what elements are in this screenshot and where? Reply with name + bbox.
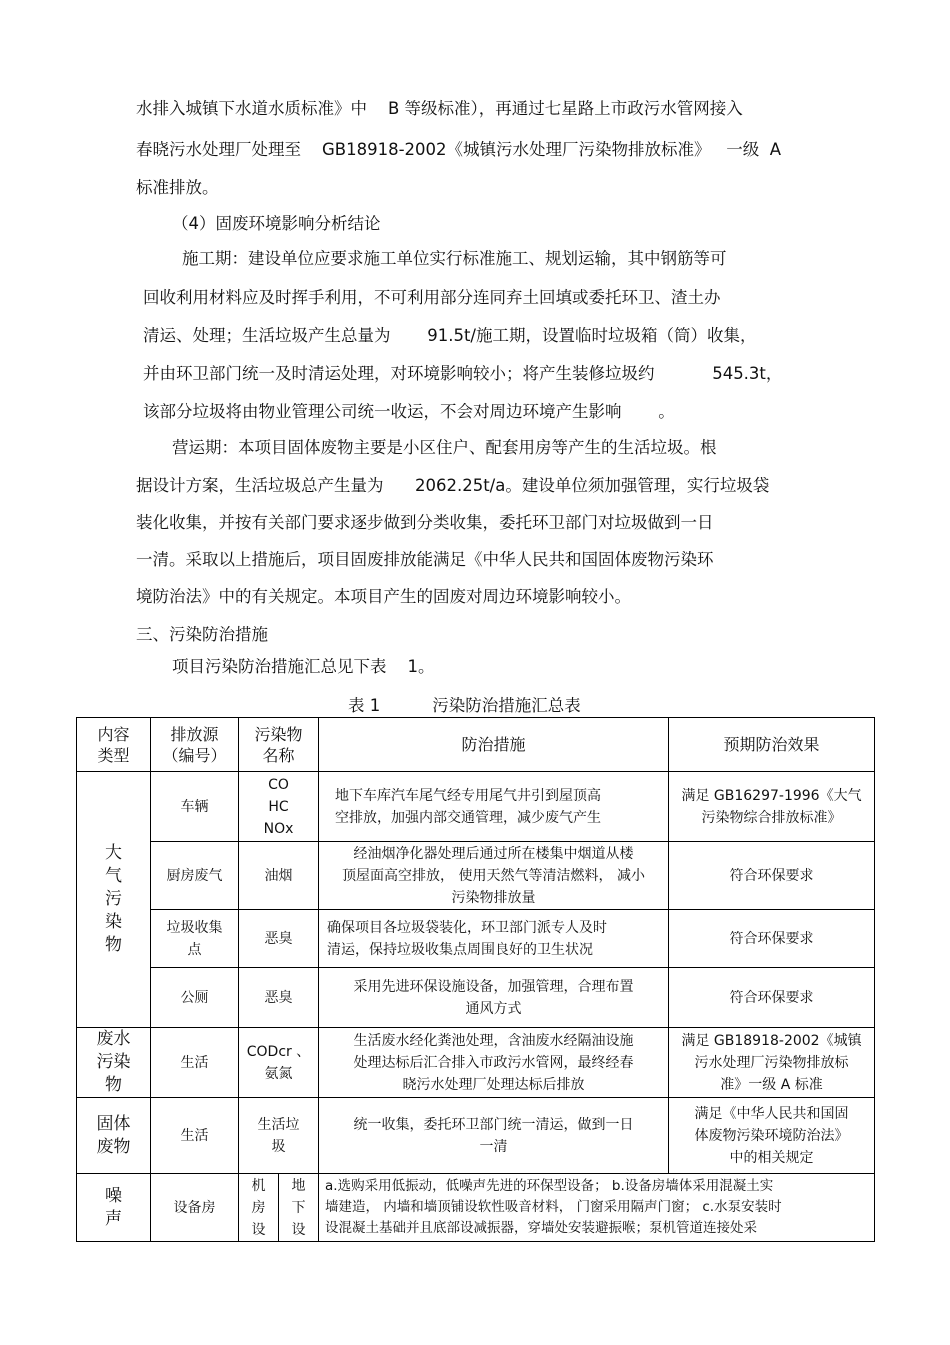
measures-cell: 统一收集，委托环卫部门统一清运，做到一日 一清 bbox=[319, 1098, 669, 1174]
text-line: 回收利用材料应及时挥手利用，不可利用部分连同弃土回填或委托环卫、渣土办 bbox=[143, 288, 721, 307]
pollutant-cell-a: 机 房 设 bbox=[239, 1174, 279, 1242]
pollutant-cell: 恶臭 bbox=[239, 968, 319, 1028]
text-line: 并由环卫部门统一及时清运处理，对环境影响较小；将产生装修垃圾约 545.3t， bbox=[143, 364, 783, 383]
source-cell: 设备房 bbox=[151, 1174, 239, 1242]
header-source: 排放源 （编号） bbox=[151, 718, 239, 772]
table-title: 污染防治措施汇总表 bbox=[432, 696, 581, 715]
text-line: 清运、处理；生活垃圾产生总量为 91.5t/施工期，设置临时垃圾箱（筒）收集， bbox=[143, 326, 757, 345]
text-line: 境防治法》中的有关规定。本项目产生的固废对周边环境影响较小。 bbox=[136, 587, 631, 606]
effect-cell: 符合环保要求 bbox=[669, 968, 875, 1028]
text-line: 施工期：建设单位应要求施工单位实行标准施工、规划运输，其中钢筋等可 bbox=[182, 249, 727, 268]
pollutant-cell: 恶臭 bbox=[239, 910, 319, 968]
measures-cell: 确保项目各垃圾袋装化，环卫部门派专人及时 清运，保持垃圾收集点周围良好的卫生状况 bbox=[319, 910, 669, 968]
category-noise: 噪 声 bbox=[77, 1174, 151, 1242]
measures-cell: 地下车库汽车尾气经专用尾气井引到屋顶高 空排放，加强内部交通管理，减少废气产生 bbox=[319, 772, 669, 842]
measures-cell: 经油烟净化器处理后通过所在楼集中烟道从楼 顶屋面高空排放， 使用天然气等清洁燃料， 减小 污染物排放量 bbox=[319, 842, 669, 910]
source-cell: 生活 bbox=[151, 1028, 239, 1098]
text-line: 装化收集，并按有关部门要求逐步做到分类收集，委托环卫部门对垃圾做到一日 bbox=[136, 513, 714, 532]
text-line: 营运期：本项目固体废物主要是小区住户、配套用房等产生的生活垃圾。根 bbox=[172, 438, 717, 457]
category-water: 废水 污染 物 bbox=[77, 1028, 151, 1098]
table-caption bbox=[348, 692, 581, 716]
header-pollutant: 污染物 名称 bbox=[239, 718, 319, 772]
measures-cell: a.选购采用低振动，低噪声先进的环保型设备； b.设备房墙体采用混凝土实 墙建造， 内墙和墙顶铺设软性吸音材料， 门窗采用隔声门窗； c.水泵安装时 设混凝土基础并且底部设减振器，穿墙处安装避振喉；泵机管道连接处采 bbox=[319, 1174, 875, 1242]
effect-cell: 符合环保要求 bbox=[669, 842, 875, 910]
pollutant-cell: 生活垃 圾 bbox=[239, 1098, 319, 1174]
table-header-row bbox=[77, 718, 875, 772]
table-number: 表 1 bbox=[348, 696, 381, 715]
table-row bbox=[77, 968, 875, 1028]
text-line: 三、污染防治措施 bbox=[136, 625, 268, 644]
table-row bbox=[77, 842, 875, 910]
effect-cell: 满足 GB18918-2002《城镇 污水处理厂污染物排放标 准》一级 A 标准 bbox=[669, 1028, 875, 1098]
table-row bbox=[77, 1174, 875, 1242]
pollutant-cell-b: 地 下 设 bbox=[279, 1174, 319, 1242]
table-row bbox=[77, 772, 875, 842]
effect-cell: 满足《中华人民共和国固 体废物污染环境防治法》 中的相关规定 bbox=[669, 1098, 875, 1174]
text-line: 据设计方案，生活垃圾总产生量为 2062.25t/a。建设单位须加强管理，实行垃圾袋 bbox=[136, 476, 770, 495]
header-type: 内容 类型 bbox=[77, 718, 151, 772]
pollutant-cell: CODcr 、 氨氮 bbox=[239, 1028, 319, 1098]
effect-cell: 满足 GB16297-1996《大气 污染物综合排放标准》 bbox=[669, 772, 875, 842]
table-row bbox=[77, 1098, 875, 1174]
pollutant-cell: CO HC NOx bbox=[239, 772, 319, 842]
category-air: 大 气 污 染 物 bbox=[77, 772, 151, 1028]
header-measures: 防治措施 bbox=[319, 718, 669, 772]
text-line: 该部分垃圾将由物业管理公司统一收运，不会对周边环境产生影响 。 bbox=[143, 402, 675, 421]
text-line: 水排入城镇下水道水质标准》中 B 等级标准），再通过七星路上市政污水管网接入 bbox=[136, 99, 743, 118]
table-row bbox=[77, 1028, 875, 1098]
table-row bbox=[77, 910, 875, 968]
pollutant-cell: 油烟 bbox=[239, 842, 319, 910]
source-cell: 车辆 bbox=[151, 772, 239, 842]
source-cell: 厨房废气 bbox=[151, 842, 239, 910]
source-cell: 公厕 bbox=[151, 968, 239, 1028]
pollution-measures-table bbox=[76, 717, 875, 1242]
measures-cell: 生活废水经化粪池处理，含油废水经隔油设施 处理达标后汇合排入市政污水管网，最终经春 晓污水处理厂处理达标后排放 bbox=[319, 1028, 669, 1098]
header-effect: 预期防治效果 bbox=[669, 718, 875, 772]
text-line: 标准排放。 bbox=[136, 178, 219, 197]
text-line: 项目污染防治措施汇总见下表 1。 bbox=[172, 657, 435, 676]
category-solid: 固体 废物 bbox=[77, 1098, 151, 1174]
measures-cell: 采用先进环保设施设备，加强管理，合理布置 通风方式 bbox=[319, 968, 669, 1028]
text-line: 一清。采取以上措施后，项目固废排放能满足《中华人民共和国固体废物污染环 bbox=[136, 550, 714, 569]
source-cell: 垃圾收集 点 bbox=[151, 910, 239, 968]
effect-cell: 符合环保要求 bbox=[669, 910, 875, 968]
text-line: 春晓污水处理厂处理至 GB18918-2002《城镇污水处理厂污染物排放标准》 一级 A bbox=[136, 140, 782, 159]
text-line: （4）固废环境影响分析结论 bbox=[172, 214, 381, 233]
source-cell: 生活 bbox=[151, 1098, 239, 1174]
